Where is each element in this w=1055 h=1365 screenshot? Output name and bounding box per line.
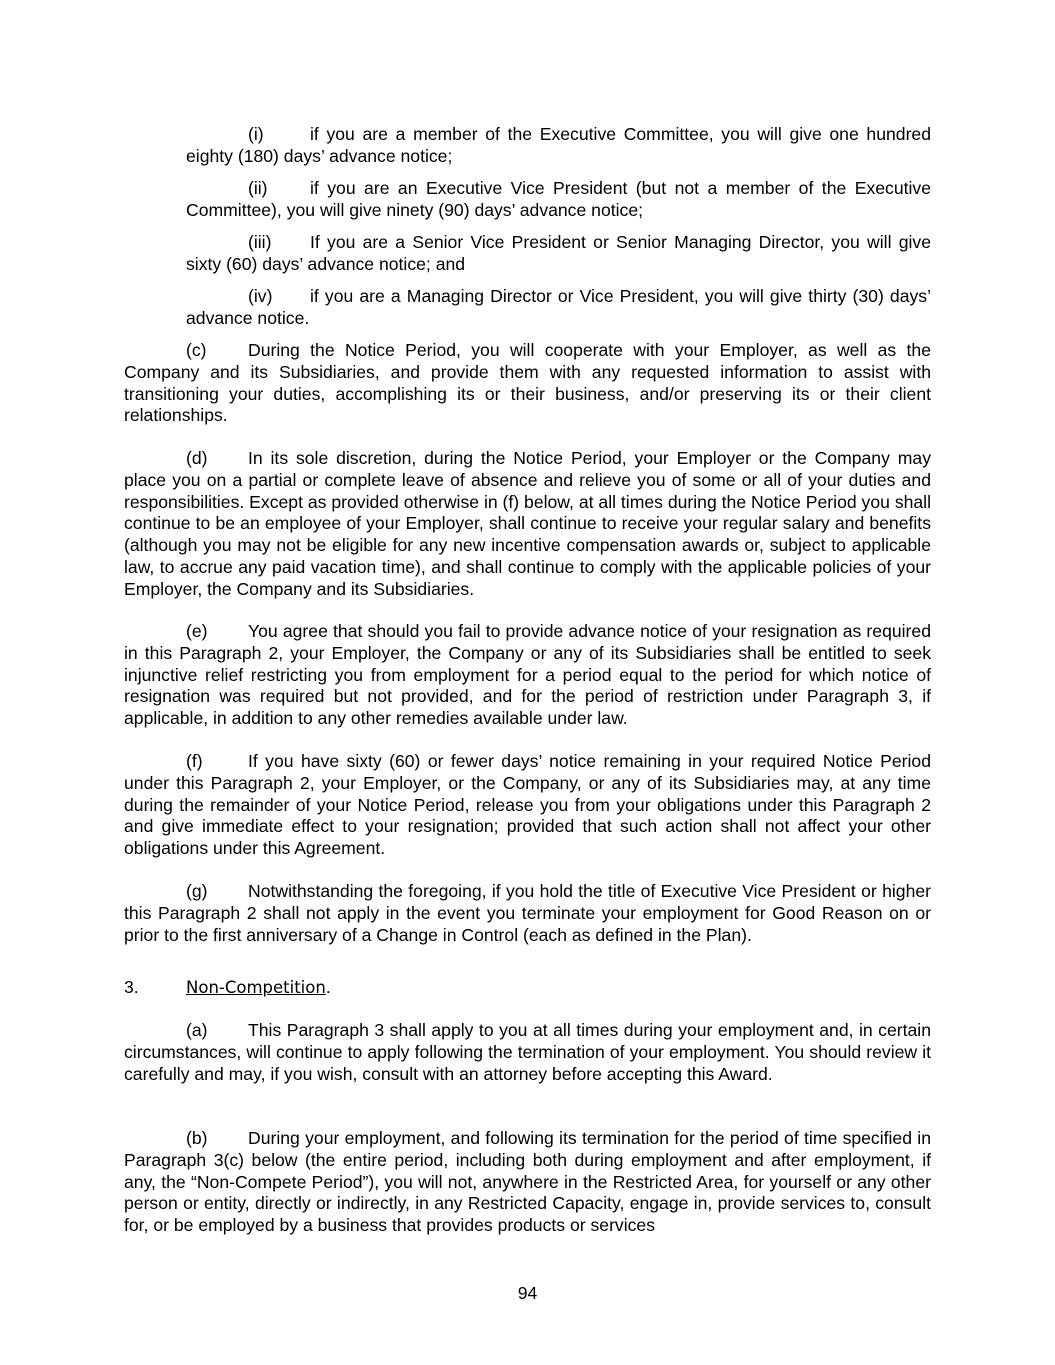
paragraph-text: You agree that should you fail to provide advance notice of your resignation as required in this Paragraph 2, your Employer, the Company or any of its Subsidiaries shall be entitled to seek injunctive relief restricting you from employment for a period equal to the period for which notice of resignation was required but not provided, and for the period of restriction under Paragraph 3, if applicable, in addition to any other remedies available under law.	[124, 621, 931, 729]
sub-item-iv	[186, 286, 931, 330]
paragraph-text: In its sole discretion, during the Notice Period, your Employer or the Company may place you on a partial or complete leave of absence and relieve you of some or all of your duties and responsibilities. Except as provided otherwise in (f) below, at all times during the Notice Period you shall continue to be an employee of your Employer, shall continue to receive your regular salary and benefits (although you may not be eligible for any new incentive compensation awards or, subject to applicable law, to accrue any paid vacation time), and shall continue to comply with the applicable policies of your Employer, the Company and its Subsidiaries.	[124, 448, 931, 599]
sub-item-ii	[186, 178, 931, 222]
paragraph-text: If you have sixty (60) or fewer days’ notice remaining in your required Notice Period under this Paragraph 2, your Employer, or the Company, or any of its Subsidiaries may, at any time during the remainder of your Notice Period, release you from your obligations under this Paragraph 2 and give immediate effect to your resignation; provided that such action shall not affect your other obligations under this Agreement.	[124, 751, 931, 859]
paragraph-c	[124, 340, 931, 427]
paragraph-text: During your employment, and following its termination for the period of time specified in Paragraph 3(c) below (the entire period, including both during employment and after employment, if any, the “Non-Compete Period”), you will not, anywhere in the Restricted Area, for yourself or any other person or entity, directly or indirectly, in any Restricted Capacity, engage in, provide services to, consult for, or be employed by a business that provides products or services	[124, 1128, 931, 1236]
item-marker: (i)	[248, 124, 264, 144]
paragraph-marker: (g)	[186, 881, 208, 901]
paragraph-g	[124, 881, 931, 946]
item-marker: (iii)	[248, 232, 272, 252]
paragraph-d	[124, 448, 931, 601]
item-text: if you are a Managing Director or Vice President, you will give thirty (30) days’ advance notice.	[186, 286, 931, 328]
paragraph-text: Notwithstanding the foregoing, if you hold the title of Executive Vice President or higher this Paragraph 2 shall not apply in the event you terminate your employment for Good Reason on or prior to the first anniversary of a Change in Control (each as defined in the Plan).	[124, 881, 931, 945]
item-text: if you are a member of the Executive Committee, you will give one hundred eighty (180) days’ advance notice;	[186, 124, 931, 166]
item-text: If you are a Senior Vice President or Senior Managing Director, you will give sixty (60) days’ advance notice; and	[186, 232, 931, 274]
paragraph-e	[124, 621, 931, 730]
paragraph-marker: (d)	[186, 448, 208, 468]
section-number: 3.	[124, 977, 139, 997]
paragraph-f	[124, 751, 931, 860]
paragraph-marker: (a)	[186, 1020, 208, 1040]
paragraph-marker: (f)	[186, 751, 203, 771]
paragraph-marker: (c)	[186, 340, 207, 360]
paragraph-marker: (e)	[186, 621, 208, 641]
paragraph-3b	[124, 1128, 931, 1237]
paragraph-marker: (b)	[186, 1128, 208, 1148]
paragraph-text: This Paragraph 3 shall apply to you at all times during your employment and, in certain circumstances, will continue to apply following the termination of your employment. You should review it carefully and may, if you wish, consult with an attorney before accepting this Award.	[124, 1020, 931, 1084]
sub-item-i	[186, 124, 931, 168]
item-text: if you are an Executive Vice President (but not a member of the Executive Committee), you will give ninety (90) days’ advance notice;	[186, 178, 931, 220]
section-title: Non-Competition	[186, 978, 326, 997]
section-title-punct: .	[325, 977, 331, 997]
paragraph-text: During the Notice Period, you will cooperate with your Employer, as well as the Company and its Subsidiaries, and provide them with any requested information to assist with transitioning your duties, accomplishing its or their business, and/or preserving its or their client relationships.	[124, 340, 931, 426]
page-number: 94	[517, 1283, 538, 1303]
paragraph-3a	[124, 1020, 931, 1085]
item-marker: (ii)	[248, 178, 268, 198]
section-heading	[124, 977, 331, 999]
item-marker: (iv)	[248, 286, 273, 306]
sub-item-iii	[186, 232, 931, 276]
